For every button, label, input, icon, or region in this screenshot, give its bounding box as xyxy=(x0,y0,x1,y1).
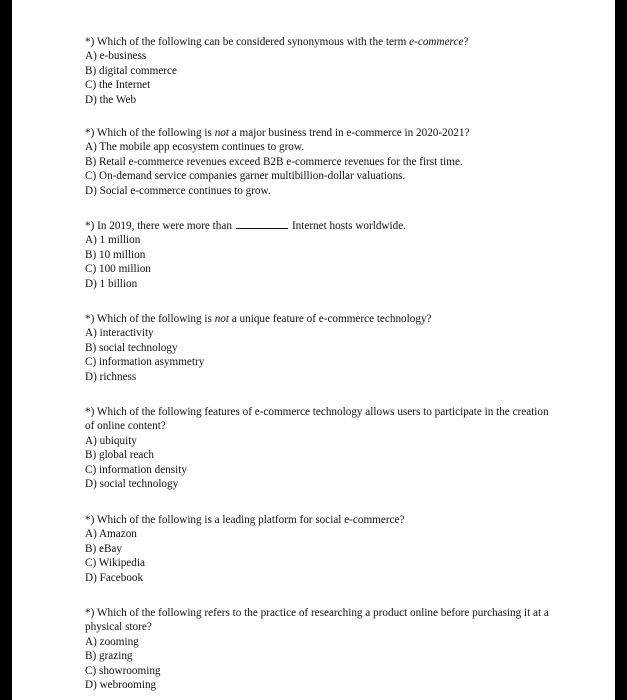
option-d: D) 1 billion xyxy=(85,277,138,290)
question-6 xyxy=(85,513,555,585)
stem-text: Internet hosts worldwide. xyxy=(291,220,406,232)
question-stem xyxy=(85,219,555,233)
question-stem xyxy=(85,312,555,326)
question-stem xyxy=(85,35,555,49)
option-c: C) On-demand service companies garner multibillion-dollar valuations. xyxy=(85,170,406,183)
option-c: C) showrooming xyxy=(85,664,161,677)
option-c: C) information density xyxy=(85,463,187,476)
option-b: B) social technology xyxy=(85,341,178,354)
stem-text: *) In 2019, there were more than xyxy=(85,220,232,232)
option-b: B) 10 million xyxy=(85,248,146,261)
question-stem xyxy=(85,126,555,140)
option-b: B) global reach xyxy=(85,449,154,462)
question-stem: *) Which of the following refers to the practice of researching a product online before purchasing it at a physical store? xyxy=(85,607,549,634)
option-d: D) social technology xyxy=(85,478,179,491)
option-b: B) grazing xyxy=(85,650,133,663)
option-d: D) Social e-commerce continues to grow. xyxy=(85,184,271,197)
option-c: C) 100 million xyxy=(85,263,151,276)
question-3 xyxy=(85,219,555,291)
stem-text: ? xyxy=(463,36,469,48)
document-page xyxy=(12,0,615,700)
option-b: B) Retail e-commerce revenues exceed B2B e-commerce revenues for the first time. xyxy=(85,155,463,168)
option-d: D) webrooming xyxy=(85,679,157,692)
stem-text: a unique feature of e-commerce technology? xyxy=(228,313,432,325)
option-d: D) the Web xyxy=(85,93,137,106)
stem-text: a major business trend in e-commerce in 2020-2021? xyxy=(228,127,470,139)
question-2 xyxy=(85,126,555,198)
option-a: A) ubiquity xyxy=(85,434,137,447)
option-c: C) Wikipedia xyxy=(85,557,145,570)
option-d: D) Facebook xyxy=(85,571,144,584)
option-c: C) the Internet xyxy=(85,79,151,92)
option-c: C) information asymmetry xyxy=(85,356,205,369)
question-stem: *) Which of the following features of e-commerce technology allows users to participate in the creation of online content? xyxy=(85,406,549,433)
option-a: A) Amazon xyxy=(85,528,137,541)
question-stem: *) Which of the following is a leading platform for social e-commerce? xyxy=(85,514,405,526)
option-a: A) zooming xyxy=(85,635,139,648)
option-a: A) interactivity xyxy=(85,327,154,340)
question-7 xyxy=(85,606,555,692)
stem-text: *) Which of the following is xyxy=(85,313,215,325)
option-d: D) richness xyxy=(85,370,137,383)
stem-emphasis: e-commerce xyxy=(409,36,464,48)
question-4 xyxy=(85,312,555,384)
stem-emphasis: not xyxy=(214,313,229,325)
option-b: B) digital commerce xyxy=(85,64,177,77)
option-a: A) e-business xyxy=(85,50,147,63)
option-a: A) 1 million xyxy=(85,234,141,247)
stem-text: *) Which of the following can be considered synonymous with the term xyxy=(85,36,410,48)
question-1 xyxy=(85,35,555,107)
stem-emphasis: not xyxy=(214,127,229,139)
stem-text: *) Which of the following is xyxy=(85,127,215,139)
option-b: B) eBay xyxy=(85,542,122,555)
question-5 xyxy=(85,405,555,491)
fill-in-blank xyxy=(236,219,288,229)
option-a: A) The mobile app ecosystem continues to grow. xyxy=(85,141,305,154)
